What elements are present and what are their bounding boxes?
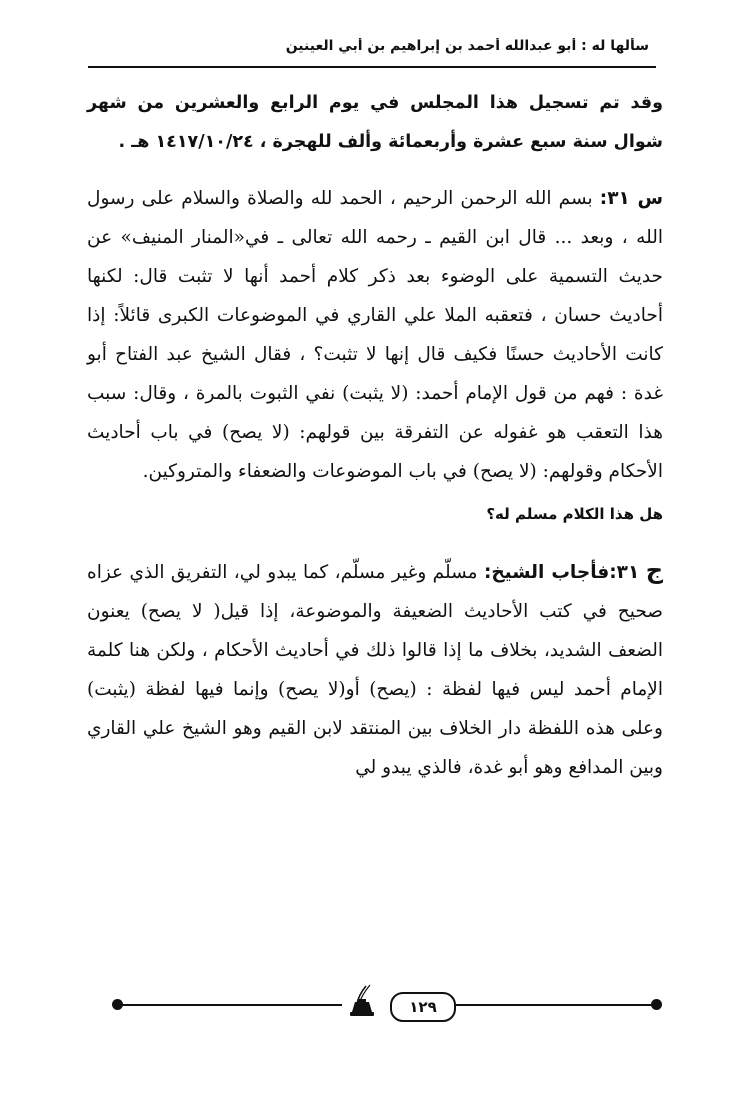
- record-note: وقد تم تسجيل هذا المجلس في يوم الرابع والعشرين من شهر شوال سنة سبع عشرة وأربعمائة وألف للهجرة ، ١٤١٧/١٠/٢٤ هـ .: [87, 93, 663, 152]
- answer-label: ٣١:فأجاب الشيخ:: [483, 562, 640, 583]
- footer-left-line: [122, 1004, 342, 1006]
- page-number: ١٢٩: [390, 992, 456, 1022]
- question-paragraph: [87, 179, 663, 491]
- question-text: بسم الله الرحمن الرحيم ، الحمد لله والصلاة والسلام على رسول الله ، وبعد ... قال ابن القيم ـ رحمه الله تعالى ـ في«المنار المنيف» عن حديث التسمية على الوضوء بعد ذكر كلام أحمد أنها لا تثبت قال: لكنها أحاديث حسان ، فتعقبه الملا علي القاري في الموضوعات الكبرى قائلاً: إذا كانت الأحاديث حسنًا فكيف قال إنها لا تثبت؟ ، فقال الشيخ عبد الفتاح أبو غدة : فهم من قول الإمام أحمد: (لا يثبت) نفي الثبوت بالمرة ، وقال: سبب هذا التعقب هو غفوله عن التفرقة بين قولهم: (لا يصح) في باب أحاديث الأحكام وقولهم: (لا يصح) في باب الموضوعات والضعفاء والمتروكين.: [87, 188, 663, 482]
- answer-letter: ج: [645, 556, 663, 584]
- sub-question: هل هذا الكلام مسلم له؟: [486, 505, 663, 523]
- answer-text: مسلّم وغير مسلّم، كما يبدو لي، التفريق الذي عزاه صحيح في كتب الأحاديث الضعيفة والموضوعة، إذا قيل( لا يصح) يعنون الضعف الشديد، بخلاف ما إذا قالوا ذلك في أحاديث الأحكام ، ولكن هنا كلمة الإمام أحمد ليس فيها لفظة : (يصح) أو(لا يصح) وإنما فيها لفظة (يثبت) وعلى هذه اللفظة دار الخلاف بين المنتقد لابن القيم وهو الشيخ علي القاري وبين المدافع وهو أبو غدة، فالذي يبدو لي: [87, 562, 663, 778]
- inkwell-quill-icon: [346, 984, 378, 1018]
- header-rule: [88, 66, 656, 68]
- footer-right-dot: [651, 999, 662, 1010]
- question-label: س ٣١:: [599, 188, 664, 209]
- page-body: [87, 84, 663, 787]
- answer-paragraph: [87, 551, 663, 787]
- running-header: سألها له : أبو عبدالله أحمد بن إبراهيم بن أبي العينين: [285, 38, 649, 54]
- footer-right-line: [454, 1004, 654, 1006]
